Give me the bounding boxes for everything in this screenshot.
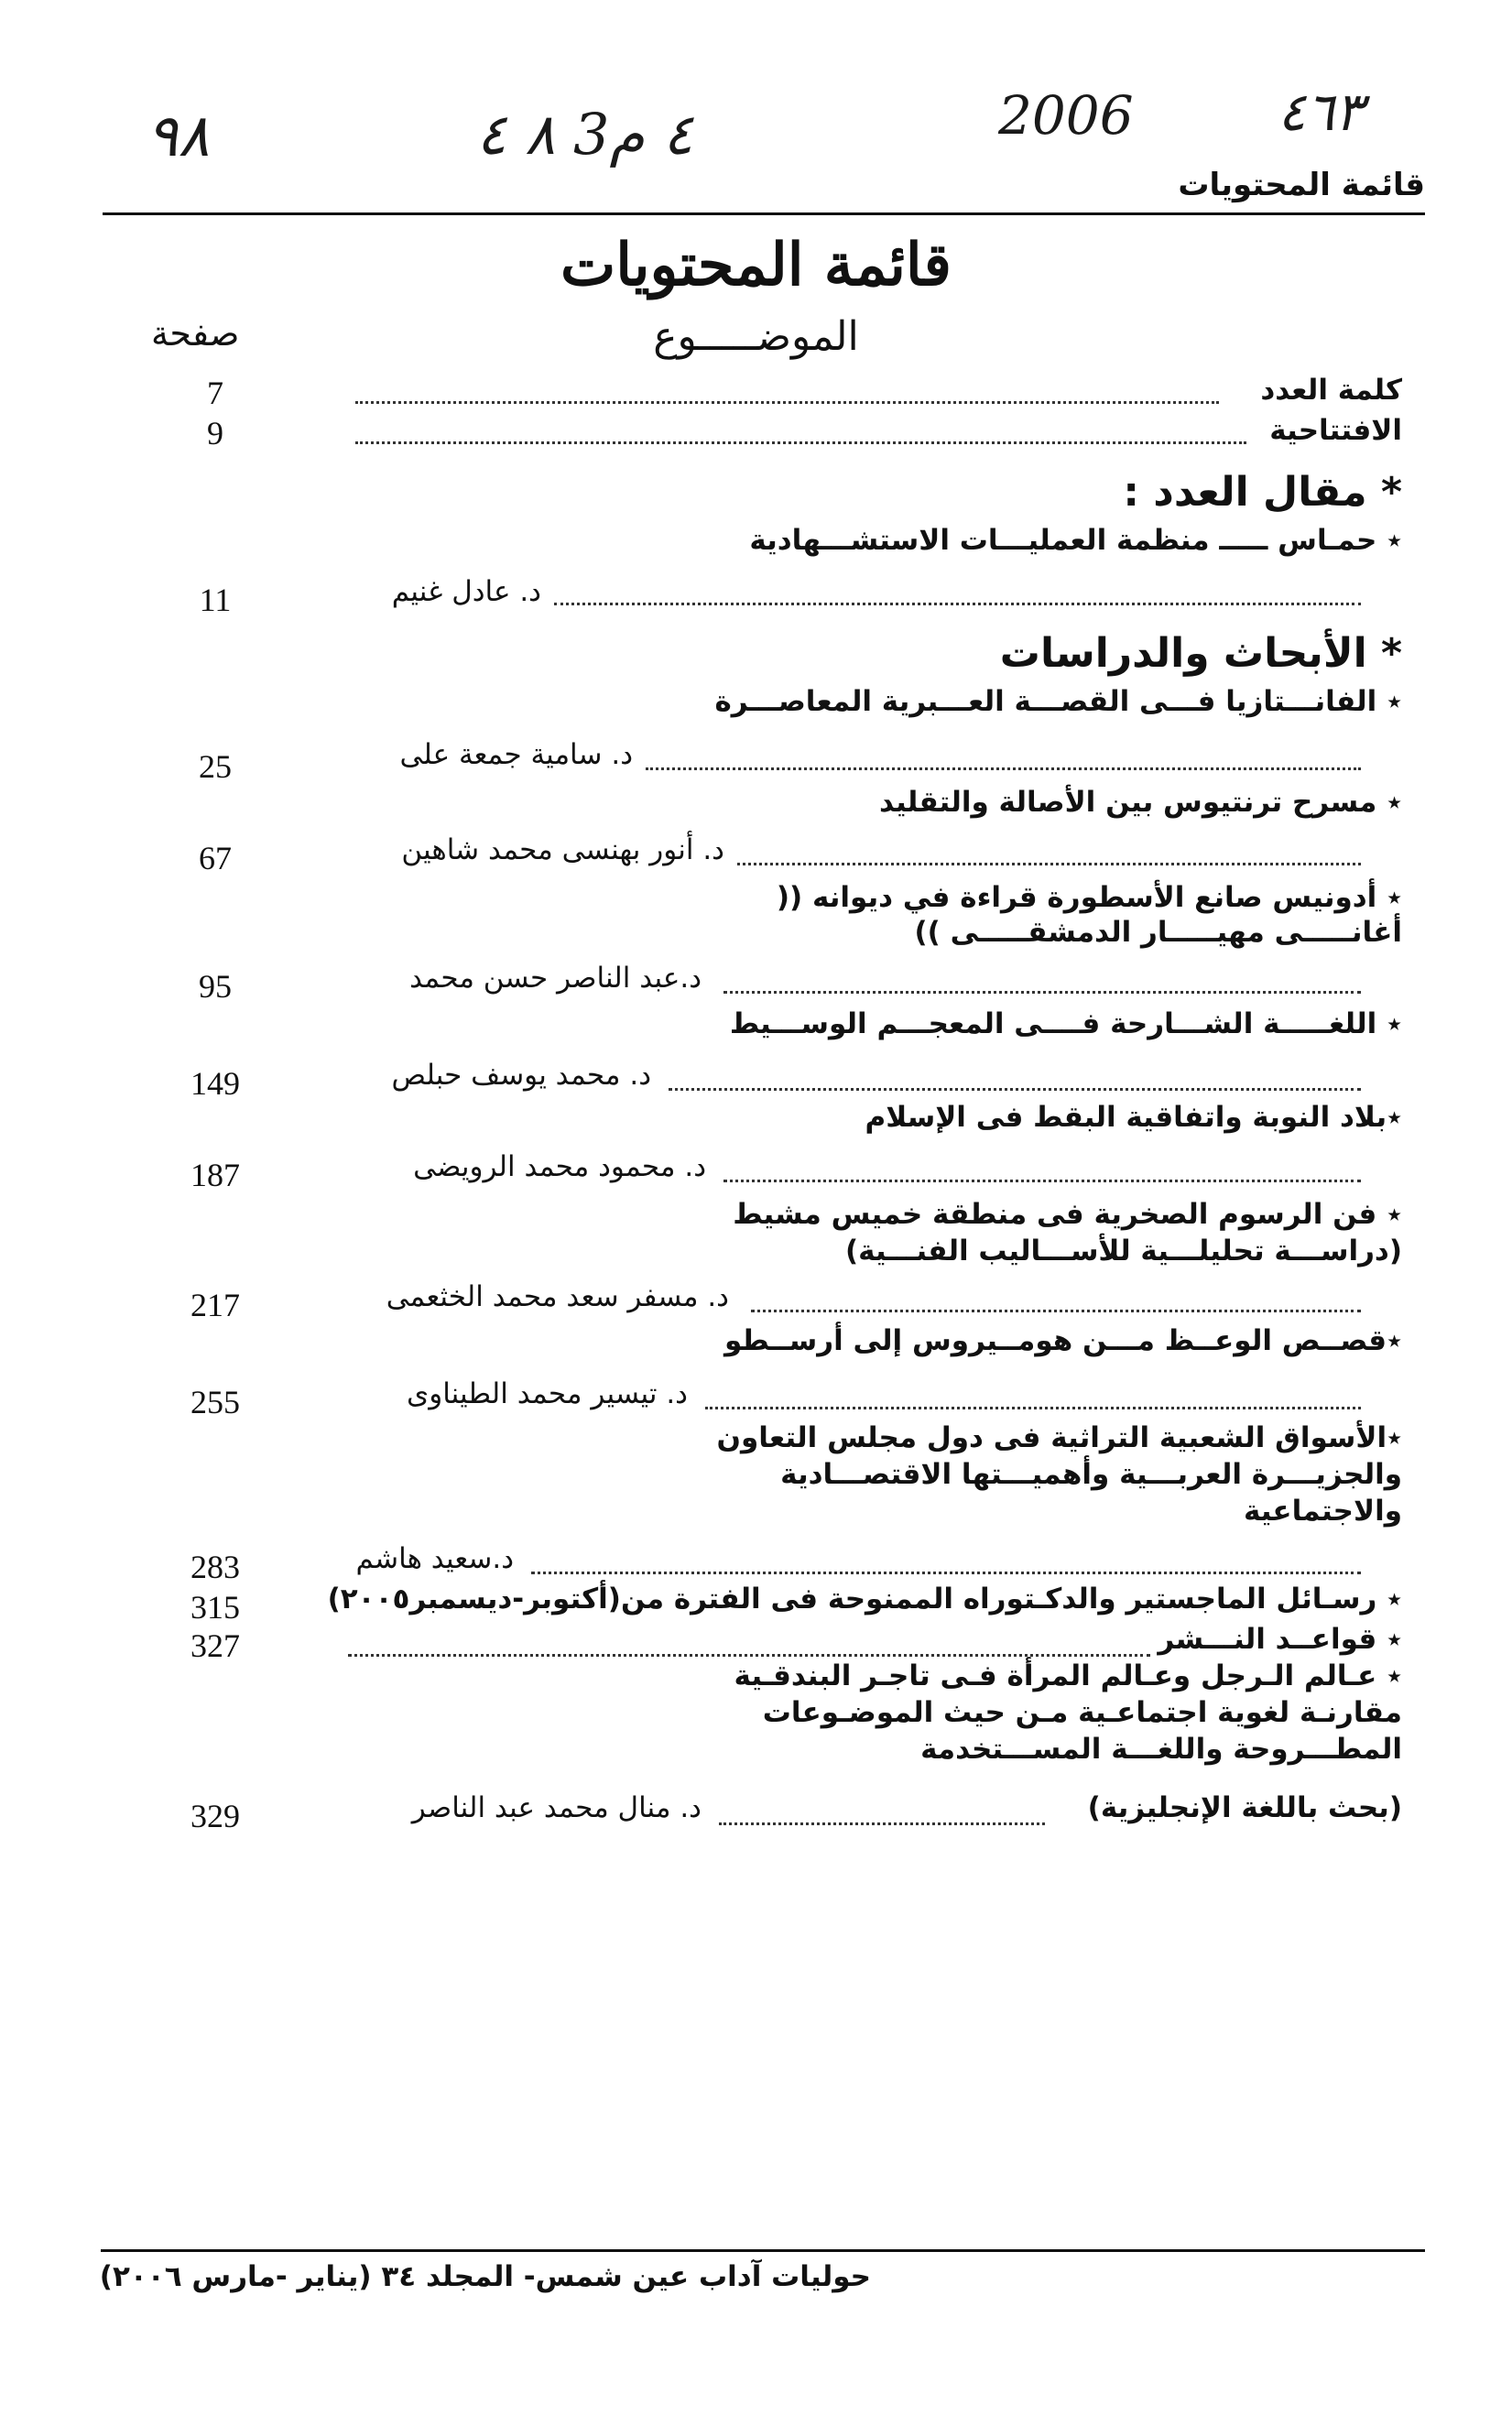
toc-entry-title-line3: المطـــروحة واللغـــة المســـتخدمة <box>920 1733 1402 1766</box>
dot-leader <box>554 603 1361 605</box>
handwritten-number-left: ٩٨ <box>147 103 210 170</box>
footer-citation: حوليات آداب عين شمس- المجلد ٣٤ (يناير -مارس ٢٠٠٦) <box>99 2260 871 2293</box>
toc-entry-title-line1: ٭ عـالم الـرجل وعـالم المرأة فـى تاجـر البندقـية <box>734 1659 1402 1692</box>
author-name: د. منال محمد عبد الناصر <box>411 1791 702 1824</box>
dot-leader <box>355 401 1219 404</box>
page-number: 283 <box>190 1549 240 1585</box>
toc-title: قائمة المحتويات <box>560 231 952 299</box>
page-number: 149 <box>190 1065 240 1102</box>
author-name: د. محمد يوسف حبلص <box>391 1059 651 1092</box>
page-number: 327 <box>190 1627 240 1664</box>
header-rule <box>103 212 1425 215</box>
dot-leader <box>669 1088 1361 1091</box>
toc-entry-title: ٭ اللغـــــة الشـــارحة فــــى المعجـــم الوســـيط <box>729 1007 1402 1040</box>
author-name: د. عادل غنيم <box>391 575 541 608</box>
toc-entry-title: ٭ مسرح ترنتيوس بين الأصالة والتقليد <box>879 786 1402 819</box>
dot-leader <box>646 767 1361 770</box>
handwritten-number-right: ٤٦٣ <box>1278 81 1364 143</box>
toc-entry-title-line2: (دراســـة تحليلـــية للأســـاليب الفنـــية) <box>844 1235 1402 1267</box>
dot-leader <box>348 1654 1150 1657</box>
page-number: 217 <box>190 1287 240 1323</box>
section-heading: * الأبحاث والدراسات <box>999 630 1402 677</box>
page-number: 9 <box>207 415 223 451</box>
author-name: د. مسفر سعد محمد الخثعمى <box>386 1280 729 1313</box>
dot-leader <box>355 441 1246 444</box>
toc-entry-title-line1: ٭ فن الرسوم الصخرية فى منطقة خميس مشيط <box>733 1198 1402 1231</box>
author-name: د.عبد الناصر حسن محمد <box>409 962 702 995</box>
toc-entry-note: (بحث باللغة الإنجليزية) <box>1087 1791 1402 1824</box>
toc-entry-title: ٭ رسـائل الماجستير والدكـتوراه الممنوحة فى الفترة من(أكتوبر-ديسمبر٢٠٠٥) <box>327 1583 1402 1616</box>
page-number: 25 <box>199 748 232 785</box>
footer-rule <box>101 2249 1425 2252</box>
toc-entry-title-line2: مقارنـة لغوية اجتماعـية مـن حيث الموضـوعات <box>762 1696 1402 1729</box>
page-number: 329 <box>190 1798 240 1834</box>
subject-column-heading: الموضـــــوع <box>653 313 859 360</box>
page-number: 11 <box>199 582 232 618</box>
page-number: 187 <box>190 1157 240 1193</box>
page-number: 67 <box>199 840 232 876</box>
toc-entry-title-line2: أغانـــــى مهيـــــار الدمشقـــــى )) <box>914 916 1402 949</box>
dot-leader <box>751 1310 1361 1312</box>
dot-leader <box>737 863 1361 865</box>
author-name: د.سعيد هاشم <box>355 1542 514 1575</box>
dot-leader <box>531 1572 1361 1574</box>
toc-entry-title: ٭بلاد النوبة واتفاقية البقط فى الإسلام <box>865 1101 1402 1134</box>
page-number: 255 <box>190 1384 240 1420</box>
page-number: 315 <box>190 1589 240 1626</box>
toc-entry-title: ٭قصــص الوعــظ مـــن هومــيروس إلى أرســطو <box>723 1324 1402 1357</box>
dot-leader <box>723 991 1361 994</box>
toc-entry-title: ٭ قواعــد النـــشر <box>1158 1623 1402 1656</box>
toc-entry-title: ٭ حمـاس ـــــ منظمة العمليـــات الاستشـــهادية <box>749 524 1402 557</box>
toc-entry-title-line2: والجزيـــرة العربـــية وأهميـــتها الاقتصـــادية <box>780 1458 1402 1491</box>
toc-entry-title: كلمة العدد <box>1260 374 1402 407</box>
author-name: د. تيسير محمد الطيناوى <box>406 1377 688 1410</box>
handwritten-year: 2006 <box>998 84 1134 147</box>
dot-leader <box>719 1822 1045 1825</box>
author-name: د. أنور بهنسى محمد شاهين <box>401 833 724 866</box>
toc-entry-title-line3: والاجتماعية <box>1243 1495 1402 1528</box>
page-number: 7 <box>207 375 223 411</box>
author-name: د. سامية جمعة على <box>399 738 633 771</box>
page-column-heading: صفحة <box>151 313 240 354</box>
toc-entry-title: ٭ الفانـــتازيا فـــى القصـــة العـــبرية المعاصـــرة <box>714 685 1402 718</box>
dot-leader <box>705 1407 1361 1409</box>
section-heading: * مقال العدد : <box>1123 469 1402 516</box>
handwritten-call-number: ٨ ٤ 3٤ م <box>476 101 693 168</box>
page-number: 95 <box>199 968 232 1005</box>
author-name: د. محمود محمد الرويضى <box>413 1150 706 1183</box>
toc-entry-title-line1: ٭ أدونيس صانع الأسطورة قراءة في ديوانه (( <box>776 881 1402 914</box>
toc-entry-title: الافتتاحية <box>1269 414 1402 447</box>
dot-leader <box>723 1180 1361 1182</box>
running-header-title: قائمة المحتويات <box>1178 167 1425 203</box>
toc-entry-title-line1: ٭الأسواق الشعبية التراثية فى دول مجلس التعاون <box>716 1421 1402 1454</box>
